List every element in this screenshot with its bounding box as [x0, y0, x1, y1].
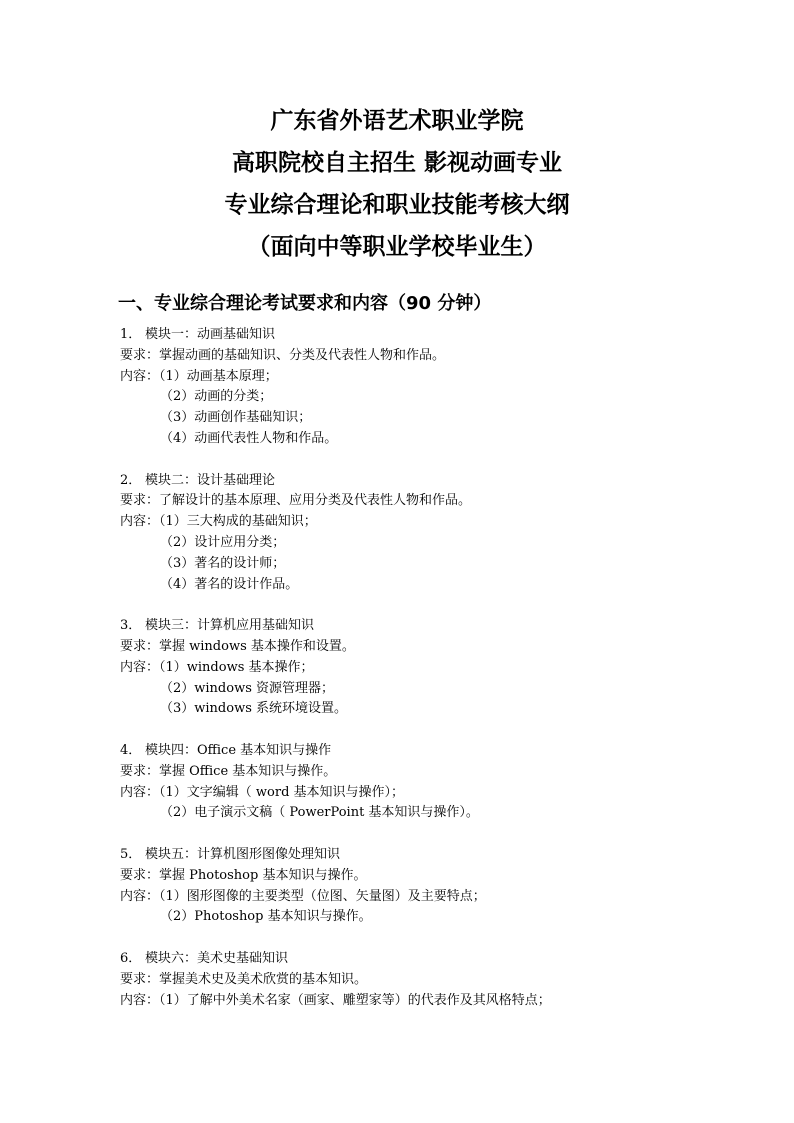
title-block — [0, 100, 794, 268]
module-title: 模块一：动画基础知识 — [145, 327, 276, 342]
module-requirement: 要求：掌握 Photoshop 基本知识与操作。 — [120, 867, 367, 883]
exam-title: 专业综合理论和职业技能考核大纲 — [224, 192, 570, 218]
school-title: 广东省外语艺术职业学院 — [270, 108, 524, 134]
module-block — [120, 471, 720, 596]
audience-title: （面向中等职业学校毕业生） — [247, 234, 547, 260]
module-title-line — [120, 845, 720, 866]
module-requirement: 要求：掌握美术史及美术欣赏的基本知识。 — [120, 971, 368, 987]
module-title: 模块二：设计基础理论 — [145, 472, 276, 488]
module-content-item: （3）windows 系统环境设置。 — [160, 701, 348, 717]
module-title: 模块四：Office 基本知识与操作 — [145, 742, 332, 758]
module-content-item: （4）著名的设计作品。 — [160, 576, 299, 592]
module-requirement: 要求：掌握 Office 基本知识与操作。 — [120, 763, 337, 779]
module-block — [120, 325, 720, 450]
module-requirement: 要求：了解设计的基本原理、应用分类及代表性人物和作品。 — [120, 493, 472, 509]
module-content-item: 内容：（1）了解中外美术名家（画家、雕塑家等）的代表作及其风格特点； — [120, 992, 551, 1008]
module-title-line — [120, 616, 720, 637]
module-title: 模块三：计算机应用基础知识 — [145, 618, 315, 634]
module-number: 5． — [120, 846, 142, 862]
document-body — [120, 325, 720, 1032]
module-content-item: （2）windows 资源管理器； — [160, 680, 335, 696]
module-block — [120, 741, 720, 824]
module-title-line — [120, 949, 720, 970]
module-content-item: （2）Photoshop 基本知识与操作。 — [160, 909, 372, 925]
module-content-item: （2）设计应用分类； — [160, 534, 286, 550]
module-content-item: （4）动画代表性人物和作品。 — [160, 430, 338, 446]
module-title: 模块五：计算机图形图像处理知识 — [145, 846, 341, 862]
module-requirement: 要求：掌握 windows 基本操作和设置。 — [120, 638, 355, 654]
module-content-item: （3）动画创作基础知识； — [160, 410, 312, 426]
module-content-item: 内容：（1）动画基本原理； — [120, 368, 278, 384]
module-block — [120, 949, 720, 1011]
module-title-line — [120, 325, 720, 346]
module-number: 6． — [120, 950, 142, 966]
module-number: 2． — [120, 472, 142, 488]
module-title: 模块六：美术史基础知识 — [145, 950, 289, 966]
module-content-item: 内容：（1）文字编辑（ word 基本知识与操作）； — [120, 784, 405, 800]
module-title-line — [120, 741, 720, 762]
module-block — [120, 845, 720, 928]
module-title-line — [120, 471, 720, 492]
module-number: 3． — [120, 618, 142, 634]
section-heading: 一、专业综合理论考试要求和内容（90 分钟） — [118, 293, 492, 314]
module-content-item: （3）著名的设计师； — [160, 555, 286, 571]
module-content-item: （2）动画的分类； — [160, 389, 273, 405]
program-title: 高职院校自主招生 影视动画专业 — [231, 150, 562, 176]
module-requirement: 要求：掌握动画的基础知识、分类及代表性人物和作品。 — [120, 347, 446, 363]
module-content-item: 内容：（1）windows 基本操作； — [120, 659, 314, 675]
module-content-item: 内容：（1）三大构成的基础知识； — [120, 514, 317, 530]
module-number: 1． — [120, 327, 142, 342]
module-block — [120, 616, 720, 720]
module-content-item: 内容：（1）图形图像的主要类型（位图、矢量图）及主要特点； — [120, 888, 486, 904]
module-number: 4． — [120, 742, 142, 758]
module-content-item: （2）电子演示文稿（ PowerPoint 基本知识与操作）。 — [160, 805, 479, 821]
